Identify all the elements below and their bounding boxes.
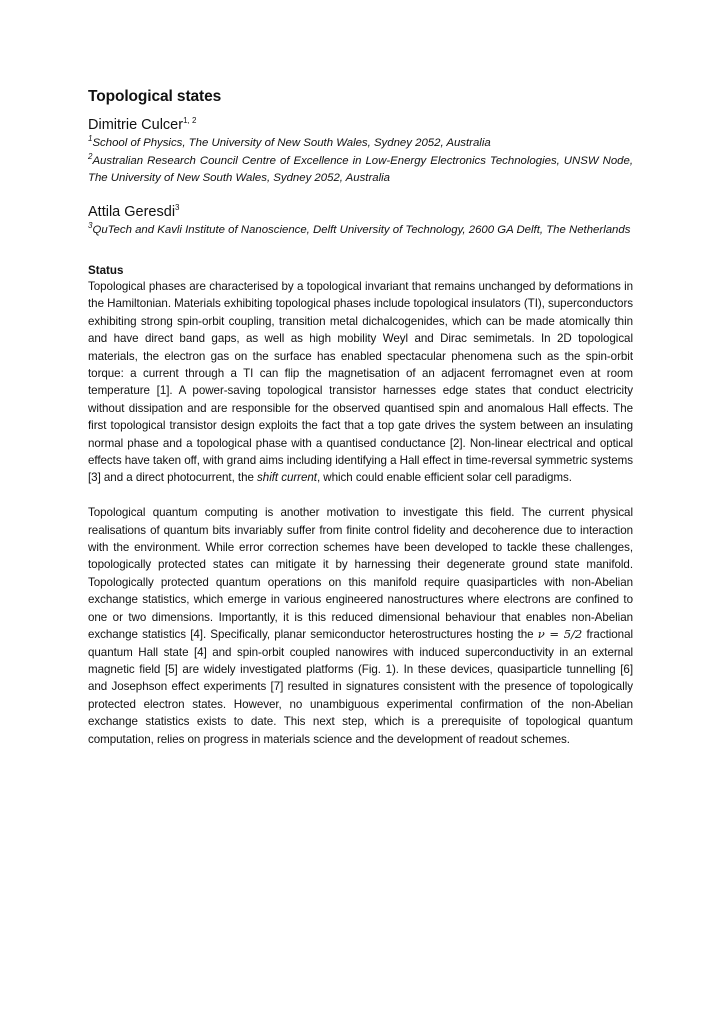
affiliation: $^1$School of Physics, The University of New South Wales, Sydney 2052, Australia: [88, 134, 491, 149]
author-block-2: [88, 204, 633, 240]
paragraph: Topological phases are characterised by a topological invariant that remains unchanged by deformations in the Hamiltonian. Materials exhibiting topological phases include topological insulators (TI), superconductors exhibiting strong spin-orbit coupling, transition metal dichalcogenides, which can be made atomically thin and have direct band gaps, as well as high mobility Weyl and Dirac semimetals. In 2D topological materials, the electron gas on the surface has enabled spectacular phenomena such as the spin-orbit torque: a current through a TI can flip the magnetisation of an adjacent ferromagnet even at room temperature [1]. A power-saving topological transistor harnesses edge states that conduct electricity without dissipation and are responsible for the observed quantised spin and anomalous Hall effects. The first topological transistor design exploits the fact that a top gate drives the system between an insulating normal phase and a topological phase with a quantised conductance [2]. Non-linear electrical and optical effects have taken off, with grand aims including identifying a Hall effect in time-reversal symmetric systems [3] and a direct photocurrent, the shift current, which could enable efficient solar cell paradigms.: [88, 280, 633, 485]
emphasis: shift current: [257, 471, 317, 485]
author-name: Dimitrie Culcer$^{1, 2}$: [88, 116, 197, 133]
author-block-1: [88, 117, 633, 188]
math-expression: ν = 5/2: [537, 627, 583, 642]
paragraph: Topological quantum computing is another motivation to investigate this field. The current physical realisations of quantum bits invariably suffer from finite control fidelity and decoherence due to interaction with the environment. While error correction schemes have been developed to tackle these challenges, topologically protected states can mitigate it by harnessing their degenerate ground state manifold. Topologically protected quantum operations on this manifold require quasiparticles with non-Abelian exchange statistics, which emerge in various engineered nanostructures where electrons are confined to one or two dimensions. Importantly, it is this reduced dimensional behaviour that enables non-Abelian exchange statistics [4]. Specifically, planar semiconductor heterostructures hosting the ν = 5/2 fractional quantum Hall state [4] and spin-orbit coupled nanowires with induced superconductivity in an external magnetic field [5] are widely investigated platforms (Fig. 1). In these devices, quasiparticle tunnelling [6] and Josephson effect experiments [7] resulted in signatures consistent with the presence of topologically protected electron states. However, no unambiguous experimental confirmation of the non-Abelian exchange statistics exists to date. This next step, which is a prerequisite of topological quantum computation, relies on progress in materials science and the development of readout schemes.: [88, 506, 633, 746]
author-affiliation-marker: 1, 2: [183, 116, 197, 126]
affiliation: $^2$Australian Research Council Centre of Excellence in Low-Energy Electronics Technologies, UNSW Node, The University of New South Wales, Sydney 2052, Australia: [88, 151, 633, 184]
author-affiliation-marker: 3: [175, 202, 180, 212]
affiliation: $^3$QuTech and Kavli Institute of Nanoscience, Delft University of Technology, 2600 GA Delft, The Netherlands: [88, 220, 631, 236]
article-title: Topological states: [88, 88, 222, 105]
article-body: [88, 88, 633, 748]
section-heading: Status: [88, 264, 124, 277]
author-name: Attila Geresdi$^3$: [88, 202, 180, 220]
